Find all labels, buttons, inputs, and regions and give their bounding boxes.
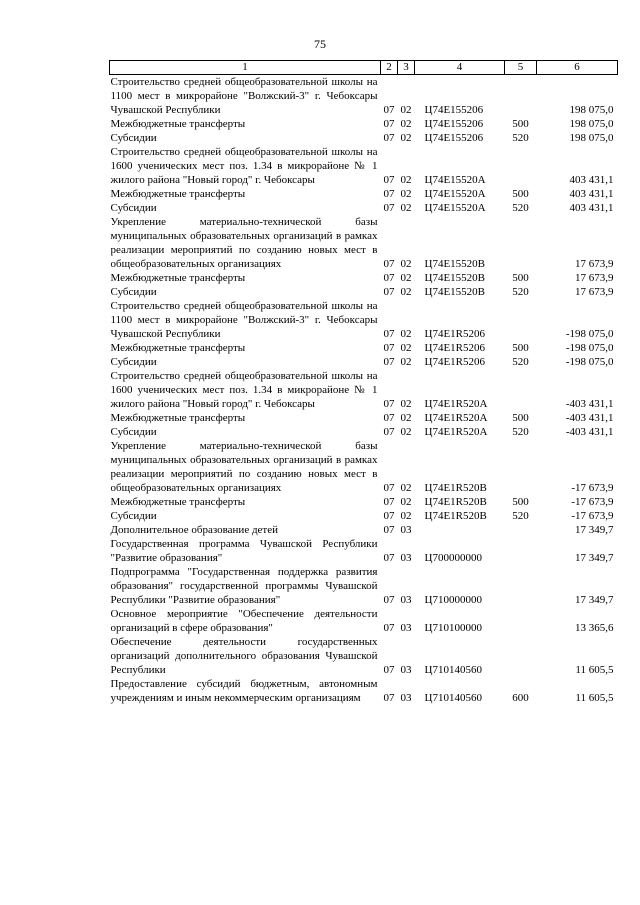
row-subsection: 02 (400, 272, 412, 284)
row-target-code: Ц710000000 (424, 594, 482, 606)
budget-table (109, 60, 618, 705)
row-name: Государственная программа Чувашской Республики "Развитие образования" (110, 538, 378, 564)
row-name: Субсидии (110, 286, 157, 298)
row-amount: 17 673,9 (575, 286, 614, 298)
row-amount: -403 431,1 (565, 398, 614, 410)
row-name: Субсидии (110, 202, 157, 214)
header-col-6: 6 (537, 61, 618, 75)
row-subsection: 03 (400, 622, 412, 634)
row-name: Межбюджетные трансферты (110, 342, 246, 354)
table-row (110, 565, 618, 607)
row-section: 07 (383, 356, 395, 368)
row-amount: 17 349,7 (575, 594, 614, 606)
row-subsection: 03 (400, 594, 412, 606)
row-section: 07 (383, 342, 395, 354)
table-row (110, 425, 618, 439)
row-amount: 17 349,7 (575, 524, 614, 536)
row-subsection: 02 (400, 426, 412, 438)
row-section: 07 (383, 622, 395, 634)
row-name: Межбюджетные трансферты (110, 188, 246, 200)
row-name: Основное мероприятие "Обеспечение деятельности организаций в сфере образования" (110, 608, 378, 634)
row-subsection: 03 (400, 692, 412, 704)
table-row (110, 145, 618, 187)
table-row (110, 187, 618, 201)
row-amount: -17 673,9 (571, 482, 614, 494)
row-subsection: 02 (400, 412, 412, 424)
row-name: Субсидии (110, 426, 157, 438)
row-amount: 403 431,1 (569, 188, 614, 200)
row-name: Субсидии (110, 356, 157, 368)
row-target-code: Ц74E1R5206 (424, 342, 485, 354)
table-row (110, 271, 618, 285)
row-subsection: 02 (400, 188, 412, 200)
row-section: 07 (383, 328, 395, 340)
row-section: 07 (383, 594, 395, 606)
row-target-code: Ц710140560 (424, 692, 482, 704)
row-section: 07 (383, 552, 395, 564)
row-target-code: Ц74E1R520A (424, 398, 488, 410)
row-target-code: Ц74E155206 (424, 104, 484, 116)
row-amount: 17 349,7 (575, 552, 614, 564)
row-name: Субсидии (110, 132, 157, 144)
row-name: Межбюджетные трансферты (110, 118, 246, 130)
column-number-header (110, 61, 618, 75)
row-expense-type: 500 (512, 342, 529, 354)
row-subsection: 02 (400, 286, 412, 298)
row-subsection: 02 (400, 174, 412, 186)
row-amount: 13 365,6 (575, 622, 614, 634)
row-target-code: Ц74E1R520A (424, 412, 488, 424)
row-section: 07 (383, 188, 395, 200)
row-subsection: 02 (400, 398, 412, 410)
row-target-code (415, 523, 505, 537)
row-expense-type: 520 (512, 510, 529, 522)
row-expense-type (505, 145, 537, 187)
row-section: 07 (383, 524, 395, 536)
row-amount: 403 431,1 (569, 174, 614, 186)
table-row (110, 495, 618, 509)
row-amount: -198 075,0 (565, 328, 614, 340)
row-name: Дополнительное образование детей (110, 524, 279, 536)
row-expense-type (505, 299, 537, 341)
row-section: 07 (383, 510, 395, 522)
row-expense-type: 520 (512, 202, 529, 214)
header-col-1: 1 (110, 61, 381, 75)
row-subsection: 02 (400, 482, 412, 494)
row-amount: 17 673,9 (575, 258, 614, 270)
row-target-code: Ц74E15520A (424, 174, 486, 186)
row-amount: 198 075,0 (569, 104, 614, 116)
table-row (110, 117, 618, 131)
row-section: 07 (383, 692, 395, 704)
table-row (110, 285, 618, 299)
row-name: Межбюджетные трансферты (110, 412, 246, 424)
row-section: 07 (383, 286, 395, 298)
row-name: Строительство средней общеобразовательной школы на 1600 ученических мест поз. 1.34 в микрорайоне № 1 жилого района "Новый город" г. Чебоксары (110, 146, 378, 186)
table-row (110, 411, 618, 425)
row-target-code: Ц710100000 (424, 622, 482, 634)
header-col-5: 5 (505, 61, 537, 75)
row-section: 07 (383, 258, 395, 270)
row-subsection: 02 (400, 342, 412, 354)
table-row (110, 131, 618, 145)
row-section: 07 (383, 132, 395, 144)
table-row (110, 369, 618, 411)
row-expense-type (505, 607, 537, 635)
row-name: Межбюджетные трансферты (110, 496, 246, 508)
table-row (110, 509, 618, 523)
header-col-2: 2 (381, 61, 398, 75)
row-target-code: Ц74E1R5206 (424, 328, 485, 340)
table-row (110, 677, 618, 705)
row-expense-type (505, 523, 537, 537)
row-expense-type: 600 (512, 692, 529, 704)
table-row (110, 299, 618, 341)
row-expense-type (505, 565, 537, 607)
row-name: Укрепление материально-технической базы муниципальных образовательных организаций в рамках реализации мероприятий по созданию новых мест в общеобразовательных организациях (110, 216, 378, 270)
row-name: Строительство средней общеобразовательной школы на 1100 мест в микрорайоне "Волжский-3" г. Чебоксары Чувашской Республики (110, 76, 378, 116)
row-amount: 11 605,5 (575, 664, 614, 676)
row-subsection: 03 (400, 552, 412, 564)
row-expense-type (505, 537, 537, 565)
row-target-code: Ц74E15520B (424, 272, 485, 284)
row-section: 07 (383, 664, 395, 676)
table-row (110, 439, 618, 495)
row-section: 07 (383, 202, 395, 214)
row-target-code: Ц74E1R520B (424, 496, 487, 508)
row-section: 07 (383, 174, 395, 186)
row-target-code: Ц74E1R520B (424, 510, 487, 522)
page-number: 75 (314, 37, 326, 51)
table-row (110, 341, 618, 355)
row-amount: -17 673,9 (571, 496, 614, 508)
row-name: Предоставление субсидий бюджетным, автономным учреждениям и иным некоммерческим организациям (110, 678, 378, 704)
row-target-code: Ц710140560 (424, 664, 482, 676)
row-subsection: 02 (400, 328, 412, 340)
row-expense-type (505, 635, 537, 677)
row-target-code: Ц74E1R5206 (424, 356, 485, 368)
table-row (110, 75, 618, 118)
row-amount: -17 673,9 (571, 510, 614, 522)
row-target-code: Ц74E15520A (424, 202, 486, 214)
row-expense-type: 500 (512, 412, 529, 424)
row-subsection: 02 (400, 496, 412, 508)
row-expense-type: 500 (512, 188, 529, 200)
row-section: 07 (383, 104, 395, 116)
row-name: Строительство средней общеобразовательной школы на 1100 мест в микрорайоне "Волжский-3" г. Чебоксары Чувашской Республики (110, 300, 378, 340)
table-row (110, 635, 618, 677)
row-expense-type: 500 (512, 118, 529, 130)
row-expense-type: 500 (512, 272, 529, 284)
row-name: Подпрограмма "Государственная поддержка развития образования" государственной программы Чувашской Республики "Развитие образования" (110, 566, 378, 606)
table-row (110, 355, 618, 369)
row-section: 07 (383, 272, 395, 284)
row-expense-type (505, 369, 537, 411)
table-row (110, 201, 618, 215)
row-subsection: 02 (400, 104, 412, 116)
row-section: 07 (383, 118, 395, 130)
row-amount: -403 431,1 (565, 412, 614, 424)
row-expense-type: 520 (512, 426, 529, 438)
row-subsection: 03 (400, 664, 412, 676)
row-expense-type: 520 (512, 132, 529, 144)
row-target-code: Ц74E15520B (424, 286, 485, 298)
row-section: 07 (383, 482, 395, 494)
row-target-code: Ц74E1R520B (424, 482, 487, 494)
table-row (110, 537, 618, 565)
row-section: 07 (383, 412, 395, 424)
row-subsection: 02 (400, 510, 412, 522)
row-amount: 198 075,0 (569, 132, 614, 144)
row-subsection: 02 (400, 118, 412, 130)
row-expense-type: 520 (512, 286, 529, 298)
row-section: 07 (383, 398, 395, 410)
row-subsection: 02 (400, 132, 412, 144)
row-target-code: Ц74E155206 (424, 132, 484, 144)
row-amount: -198 075,0 (565, 356, 614, 368)
row-subsection: 03 (400, 524, 412, 536)
row-subsection: 02 (400, 356, 412, 368)
row-subsection: 02 (400, 202, 412, 214)
row-name: Обеспечение деятельности государственных организаций дополнительного образования Чувашской Республики (110, 636, 378, 676)
row-section: 07 (383, 426, 395, 438)
table-row (110, 607, 618, 635)
table-row (110, 215, 618, 271)
row-target-code: Ц74E155206 (424, 118, 484, 130)
row-amount: 11 605,5 (575, 692, 614, 704)
row-target-code: Ц74E15520A (424, 188, 486, 200)
row-section: 07 (383, 496, 395, 508)
row-name: Межбюджетные трансферты (110, 272, 246, 284)
row-amount: -403 431,1 (565, 426, 614, 438)
row-target-code: Ц74E15520B (424, 258, 485, 270)
row-amount: 198 075,0 (569, 118, 614, 130)
row-expense-type (505, 439, 537, 495)
row-name: Укрепление материально-технической базы муниципальных образовательных организаций в рамках реализации мероприятий по созданию новых мест в общеобразовательных организациях (110, 440, 378, 494)
row-expense-type (505, 75, 537, 118)
row-name: Субсидии (110, 510, 157, 522)
row-expense-type (505, 215, 537, 271)
row-subsection: 02 (400, 258, 412, 270)
row-expense-type: 520 (512, 356, 529, 368)
row-amount: 403 431,1 (569, 202, 614, 214)
header-col-4: 4 (415, 61, 505, 75)
header-col-3: 3 (398, 61, 415, 75)
row-expense-type: 500 (512, 496, 529, 508)
row-name: Строительство средней общеобразовательной школы на 1600 ученических мест поз. 1.34 в микрорайоне № 1 жилого района "Новый город" г. Чебоксары (110, 370, 378, 410)
row-target-code: Ц700000000 (424, 552, 482, 564)
table-row (110, 523, 618, 537)
row-amount: -198 075,0 (565, 342, 614, 354)
row-amount: 17 673,9 (575, 272, 614, 284)
row-target-code: Ц74E1R520A (424, 426, 488, 438)
